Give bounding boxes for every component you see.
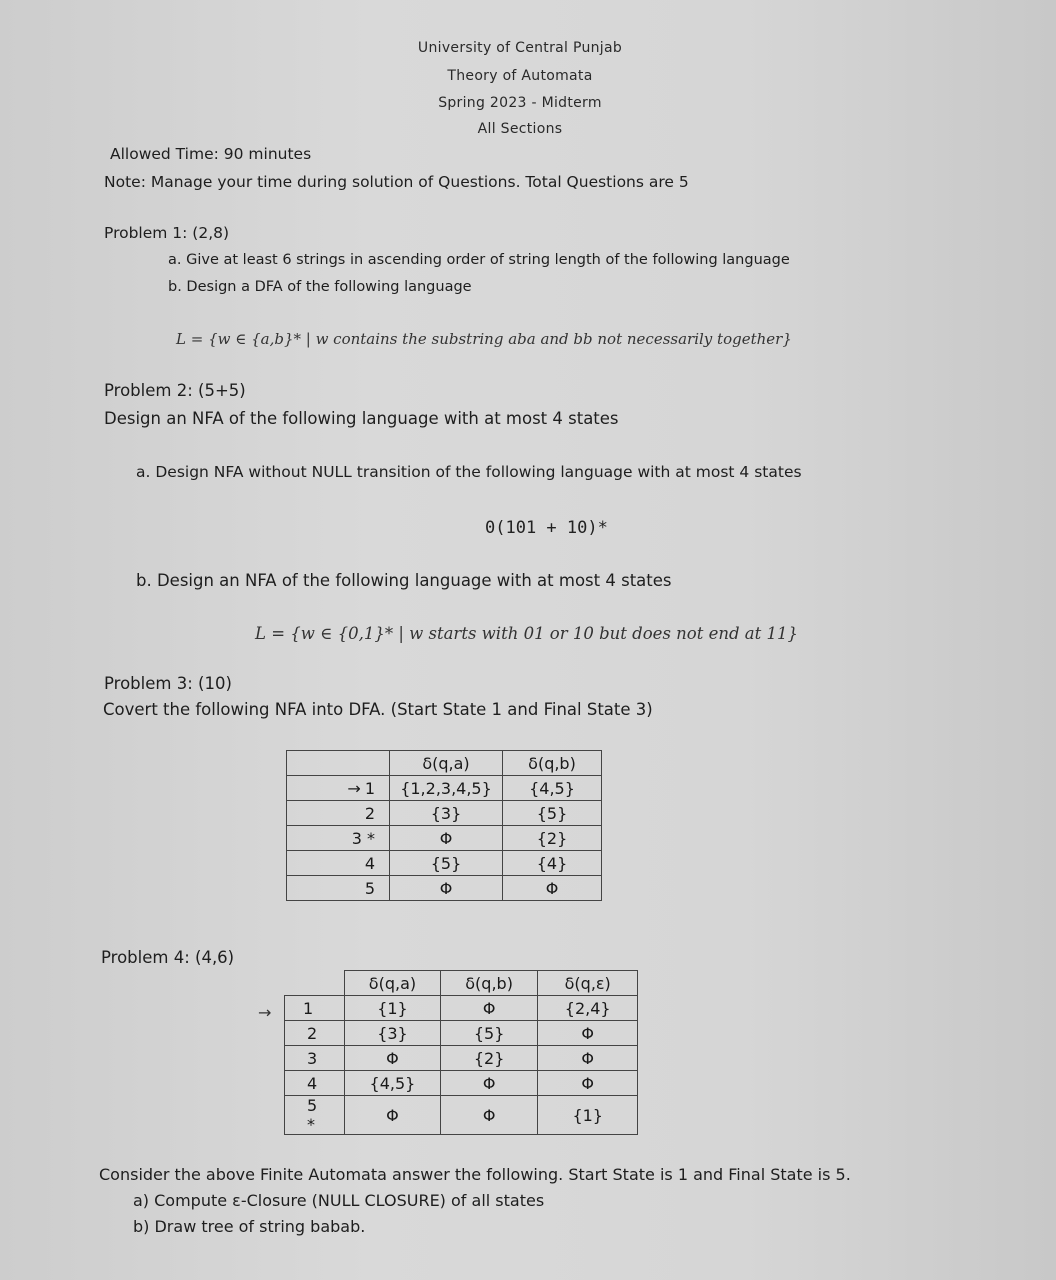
state-cell: → 1 — [287, 776, 390, 801]
header-term: Spring 2023 - Midterm — [438, 95, 602, 111]
transition-cell: {1} — [345, 996, 441, 1021]
table-row — [287, 801, 602, 826]
problem-3-desc: Covert the following NFA into DFA. (Start State 1 and Final State 3) — [103, 700, 653, 719]
state-cell: 3 — [285, 1046, 345, 1071]
enfa-table-problem-4 — [284, 970, 638, 1135]
table-header-cell: δ(q,b) — [440, 971, 538, 996]
start-arrow-icon: → — [258, 1003, 272, 1022]
transition-cell: Φ — [345, 1096, 441, 1135]
state-cell: 1 — [285, 996, 345, 1021]
header-course: Theory of Automata — [447, 68, 593, 84]
transition-cell: {4,5} — [503, 776, 602, 801]
problem-4-consider: Consider the above Finite Automata answer the following. Start State is 1 and Final State is 5. — [99, 1165, 851, 1184]
header-sections: All Sections — [477, 121, 563, 137]
table-row — [287, 876, 602, 901]
table-header-cell: δ(q,ε) — [538, 971, 638, 996]
transition-cell: {5} — [390, 851, 503, 876]
problem-3-title: Problem 3: (10) — [104, 674, 232, 693]
transition-cell: {2} — [503, 826, 602, 851]
problem-2-part-b: b. Design an NFA of the following language with at most 4 states — [136, 571, 672, 590]
transition-cell: {2} — [440, 1046, 538, 1071]
transition-cell: {2,4} — [538, 996, 638, 1021]
table-header-cell — [287, 751, 390, 776]
problem-2-regex: 0(101 + 10)* — [485, 518, 608, 538]
header-university: University of Central Punjab — [417, 40, 623, 56]
transition-cell: {5} — [503, 801, 602, 826]
transition-cell: Φ — [538, 1071, 638, 1096]
state-cell: 2 — [285, 1021, 345, 1046]
table-row — [285, 1046, 638, 1071]
transition-cell: Φ — [538, 1021, 638, 1046]
table-header-cell: δ(q,b) — [503, 751, 602, 776]
problem-1-language: L = {w ∈ {a,b}* | w contains the substring aba and bb not necessarily together} — [176, 330, 792, 348]
problem-4-question-b: b) Draw tree of string babab. — [133, 1217, 366, 1236]
start-arrow-icon: → — [347, 778, 361, 798]
problem-4-question-a: a) Compute ε-Closure (NULL CLOSURE) of all states — [133, 1191, 545, 1210]
state-cell: 5 — [287, 876, 390, 901]
transition-cell: Φ — [440, 1071, 538, 1096]
table-row — [285, 1071, 638, 1096]
transition-cell: Φ — [390, 876, 503, 901]
table-row — [285, 1021, 638, 1046]
state-cell: 2 — [287, 801, 390, 826]
table-header-cell: δ(q,a) — [345, 971, 441, 996]
transition-cell: {4} — [503, 851, 602, 876]
transition-cell: {5} — [440, 1021, 538, 1046]
transition-cell: Φ — [345, 1046, 441, 1071]
note: Note: Manage your time during solution of Questions. Total Questions are 5 — [104, 173, 689, 191]
table-row — [287, 826, 602, 851]
transition-cell: {1,2,3,4,5} — [390, 776, 503, 801]
state-cell: 3 * — [287, 826, 390, 851]
problem-2-title: Problem 2: (5+5) — [104, 381, 246, 400]
state-cell: 4 — [285, 1071, 345, 1096]
problem-4-title: Problem 4: (4,6) — [101, 948, 235, 967]
allowed-time: Allowed Time: 90 minutes — [110, 145, 312, 163]
table-row — [285, 1096, 638, 1135]
state-cell: 4 — [287, 851, 390, 876]
nfa-table-problem-3 — [286, 750, 602, 901]
table-row — [285, 996, 638, 1021]
transition-cell: Φ — [503, 876, 602, 901]
problem-2-part-a: a. Design NFA without NULL transition of the following language with at most 4 states — [136, 463, 802, 481]
problem-1-title: Problem 1: (2,8) — [104, 224, 230, 242]
transition-cell: {1} — [538, 1096, 638, 1135]
transition-cell: {3} — [345, 1021, 441, 1046]
table-header-row — [285, 971, 638, 996]
problem-1-part-b: b. Design a DFA of the following language — [168, 279, 472, 295]
transition-cell: Φ — [440, 996, 538, 1021]
transition-cell: Φ — [538, 1046, 638, 1071]
problem-2-desc: Design an NFA of the following language with at most 4 states — [104, 409, 619, 428]
table-row — [287, 851, 602, 876]
table-row — [287, 776, 602, 801]
transition-cell: {3} — [390, 801, 503, 826]
transition-cell: {4,5} — [345, 1071, 441, 1096]
problem-1-part-a: a. Give at least 6 strings in ascending order of string length of the following language — [168, 252, 790, 268]
transition-cell: Φ — [440, 1096, 538, 1135]
state-cell: 5 * — [285, 1096, 345, 1135]
table-header-row — [287, 751, 602, 776]
table-header-cell: δ(q,a) — [390, 751, 503, 776]
problem-2-language: L = {w ∈ {0,1}* | w starts with 01 or 10 but does not end at 11} — [255, 624, 798, 643]
transition-cell: Φ — [390, 826, 503, 851]
table-header-cell — [285, 971, 345, 996]
